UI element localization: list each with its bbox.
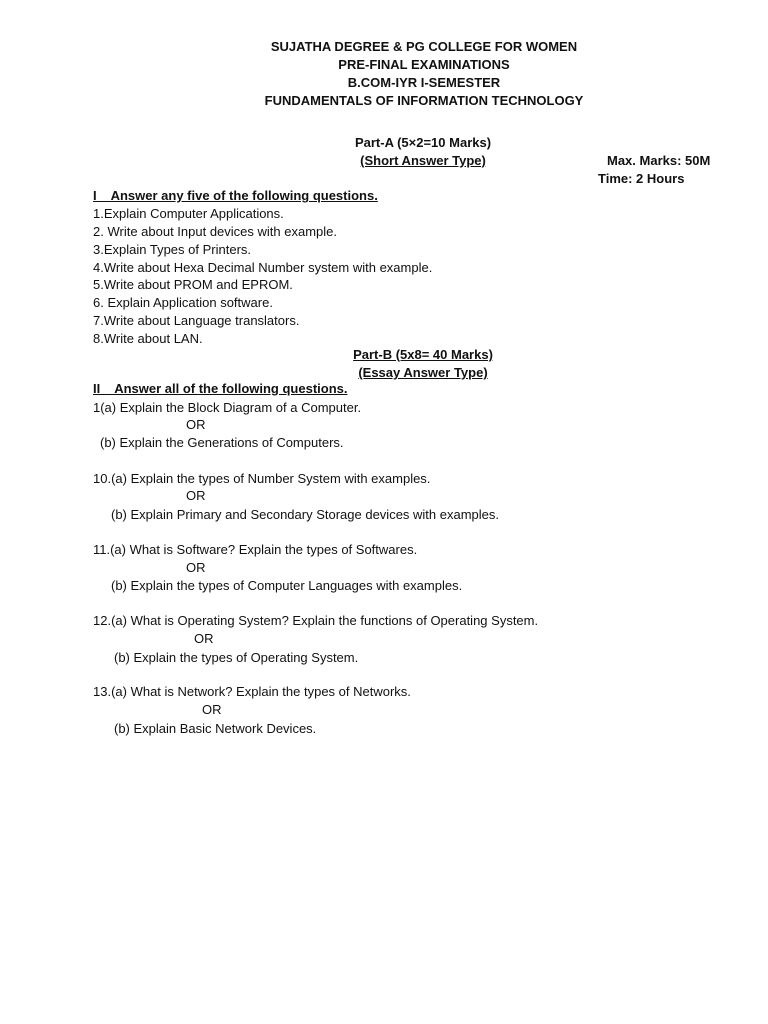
part-b-question-a: 10.(a) Explain the types of Number System with examples. [93,471,431,486]
exam-time: Time: 2 Hours [598,171,685,186]
part-b-instruction: II Answer all of the following questions. [93,381,348,396]
course-title: B.COM-IYR I-SEMESTER [347,75,501,90]
part-b-or: OR [194,631,214,646]
part-b-or: OR [186,488,206,503]
part-b-question-a: 13.(a) What is Network? Explain the types of Networks. [93,684,411,699]
part-b-question-b: (b) Explain the types of Computer Languages with examples. [111,578,463,593]
part-a-question: 4.Write about Hexa Decimal Number system with example. [93,260,433,275]
part-a-title: Part-A (5×2=10 Marks) [354,135,492,150]
part-b-question-a: 12.(a) What is Operating System? Explain the functions of Operating System. [93,613,539,628]
part-b-or: OR [186,417,206,432]
part-b-question-a: 11.(a) What is Software? Explain the types of Softwares. [93,542,418,557]
part-b-question-b: (b) Explain Basic Network Devices. [114,721,317,736]
part-a-question: 7.Write about Language translators. [93,313,300,328]
part-b-title: Part-B (5x8= 40 Marks) [353,347,493,362]
part-a-question: 6. Explain Application software. [93,295,273,310]
part-b-subtitle: (Essay Answer Type) [358,365,488,380]
part-a-question: 1.Explain Computer Applications. [93,206,284,221]
part-a-instruction: I Answer any five of the following questions. [93,188,378,203]
part-a-question: 3.Explain Types of Printers. [93,242,252,257]
part-b-question-b: (b) Explain Primary and Secondary Storage devices with examples. [111,507,500,522]
exam-title: PRE-FINAL EXAMINATIONS [338,57,510,72]
subject-title: FUNDAMENTALS OF INFORMATION TECHNOLOGY [264,93,584,108]
part-b-or: OR [202,702,222,717]
part-b-question-b: (b) Explain the Generations of Computers. [100,435,344,450]
part-a-question: 5.Write about PROM and EPROM. [93,277,293,292]
max-marks: Max. Marks: 50M [607,153,711,168]
part-a-question: 8.Write about LAN. [93,331,203,346]
part-b-question-b: (b) Explain the types of Operating System. [114,650,359,665]
part-a-subtitle: (Short Answer Type) [360,153,486,168]
college-title: SUJATHA DEGREE & PG COLLEGE FOR WOMEN [270,39,578,54]
part-b-question-a: 1(a) Explain the Block Diagram of a Computer. [93,400,362,415]
part-b-or: OR [186,560,206,575]
part-a-question: 2. Write about Input devices with example. [93,224,337,239]
